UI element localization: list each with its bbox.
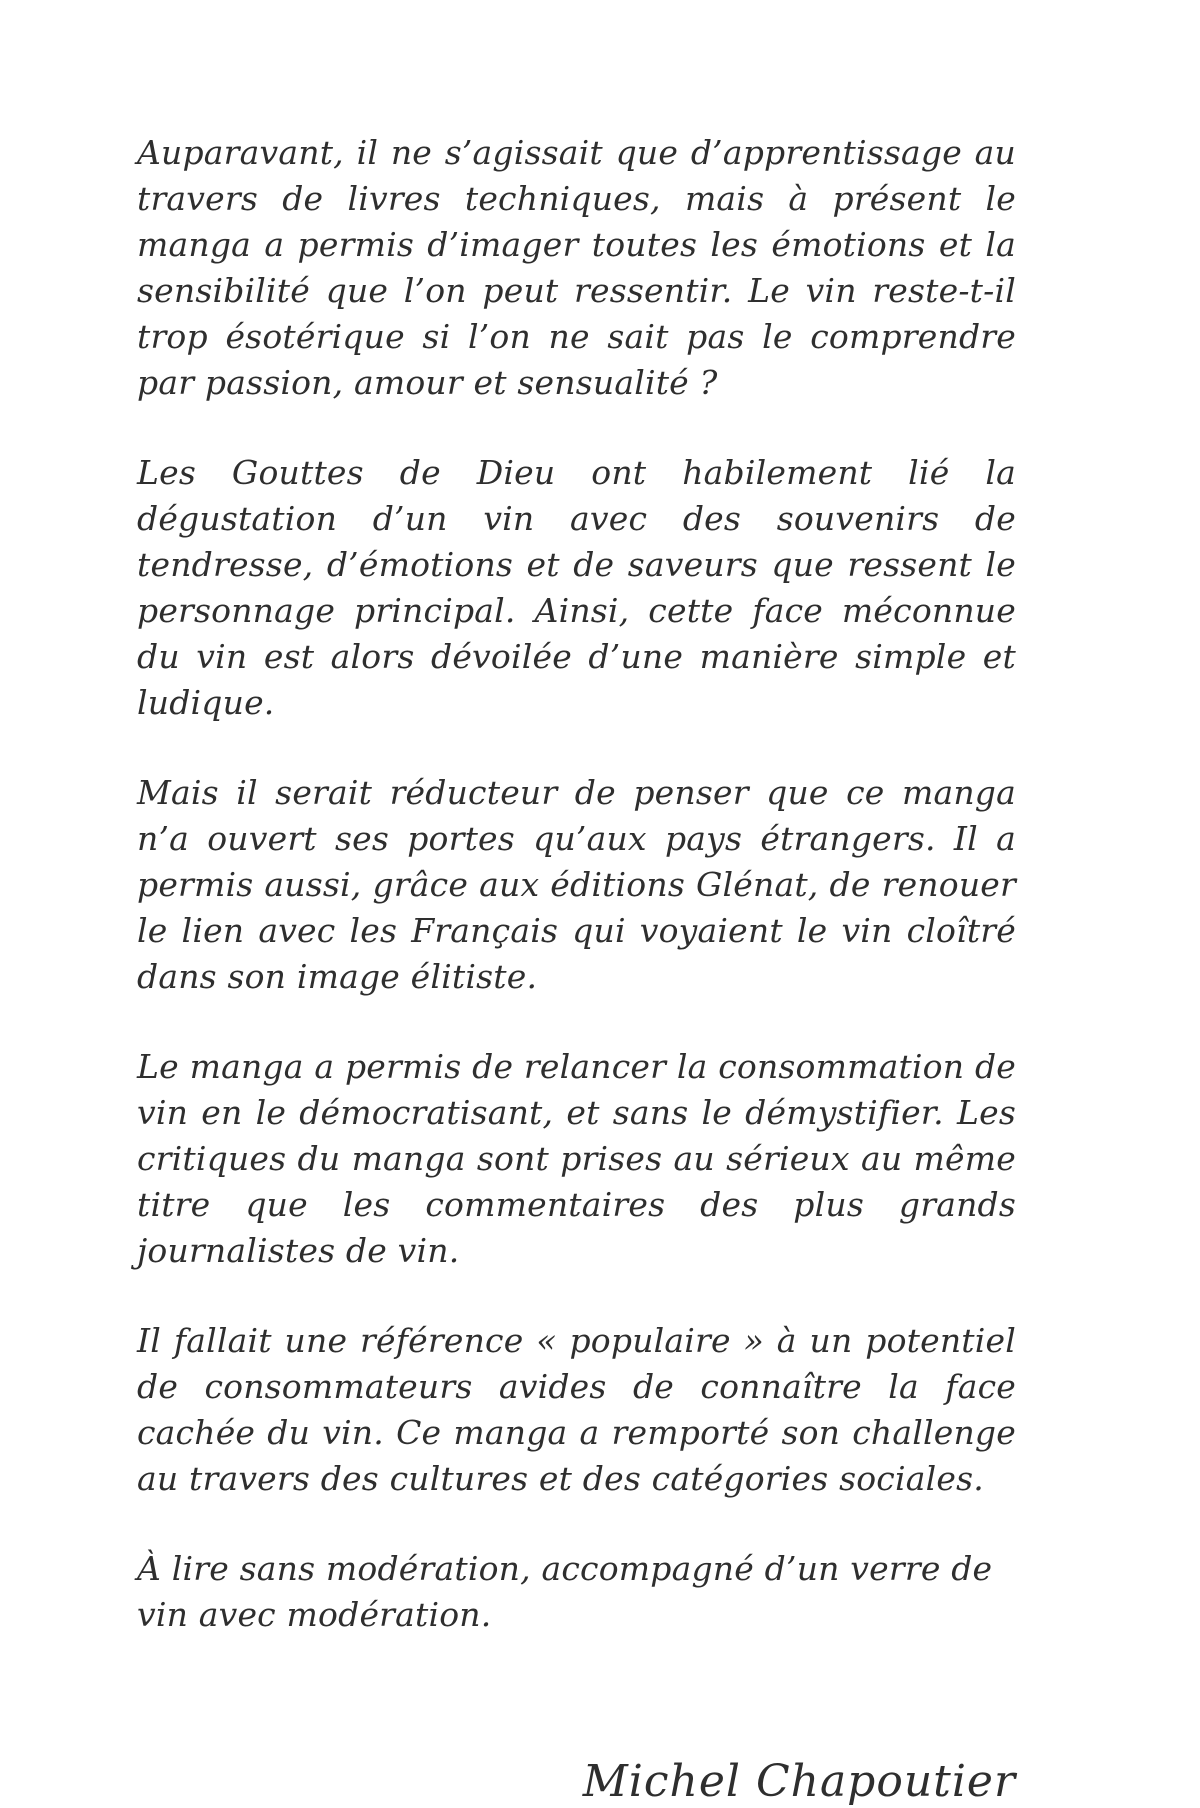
author-signature: Michel Chapoutier — [582, 1756, 1016, 1807]
preface-text-block — [137, 130, 1016, 1808]
preface-paragraph-1: Auparavant, il ne s’agissait que d’apprentissage au travers de livres techniques, mais à présent le manga a permis d’imager toutes les émotions et la sensibilité que l’on peut ressentir. Le vin reste-t-il trop ésotérique si l’on ne sait pas le comprendre par passion, amour et sensualité ? — [137, 133, 1016, 402]
preface-paragraph-2: Les Gouttes de Dieu ont habilement lié la dégustation d’un vin avec des souvenirs de tendresse, d’émotions et de saveurs que ressent le personnage principal. Ainsi, cette face méconnue du vin est alors dévoilée d’une manière simple et ludique. — [137, 453, 1016, 722]
preface-paragraph-4: Le manga a permis de relancer la consommation de vin en le démocratisant, et sans le démystifier. Les critiques du manga sont prises au sérieux au même titre que les commentaires des plus grands journalistes de vin. — [137, 1047, 1016, 1270]
preface-paragraph-3: Mais il serait réducteur de penser que ce manga n’a ouvert ses portes qu’aux pays étrangers. Il a permis aussi, grâce aux éditions Glénat, de renouer le lien avec les Français qui voyaient le vin cloîtré dans son image élitiste. — [137, 773, 1016, 996]
preface-closing-line: À lire sans modération, accompagné d’un verre de vin avec modération. — [137, 1549, 993, 1634]
preface-paragraph-5: Il fallait une référence « populaire » à un potentiel de consommateurs avides de connaître la face cachée du vin. Ce manga a remporté son challenge au travers des cultures et des catégories sociales. — [137, 1321, 1016, 1498]
